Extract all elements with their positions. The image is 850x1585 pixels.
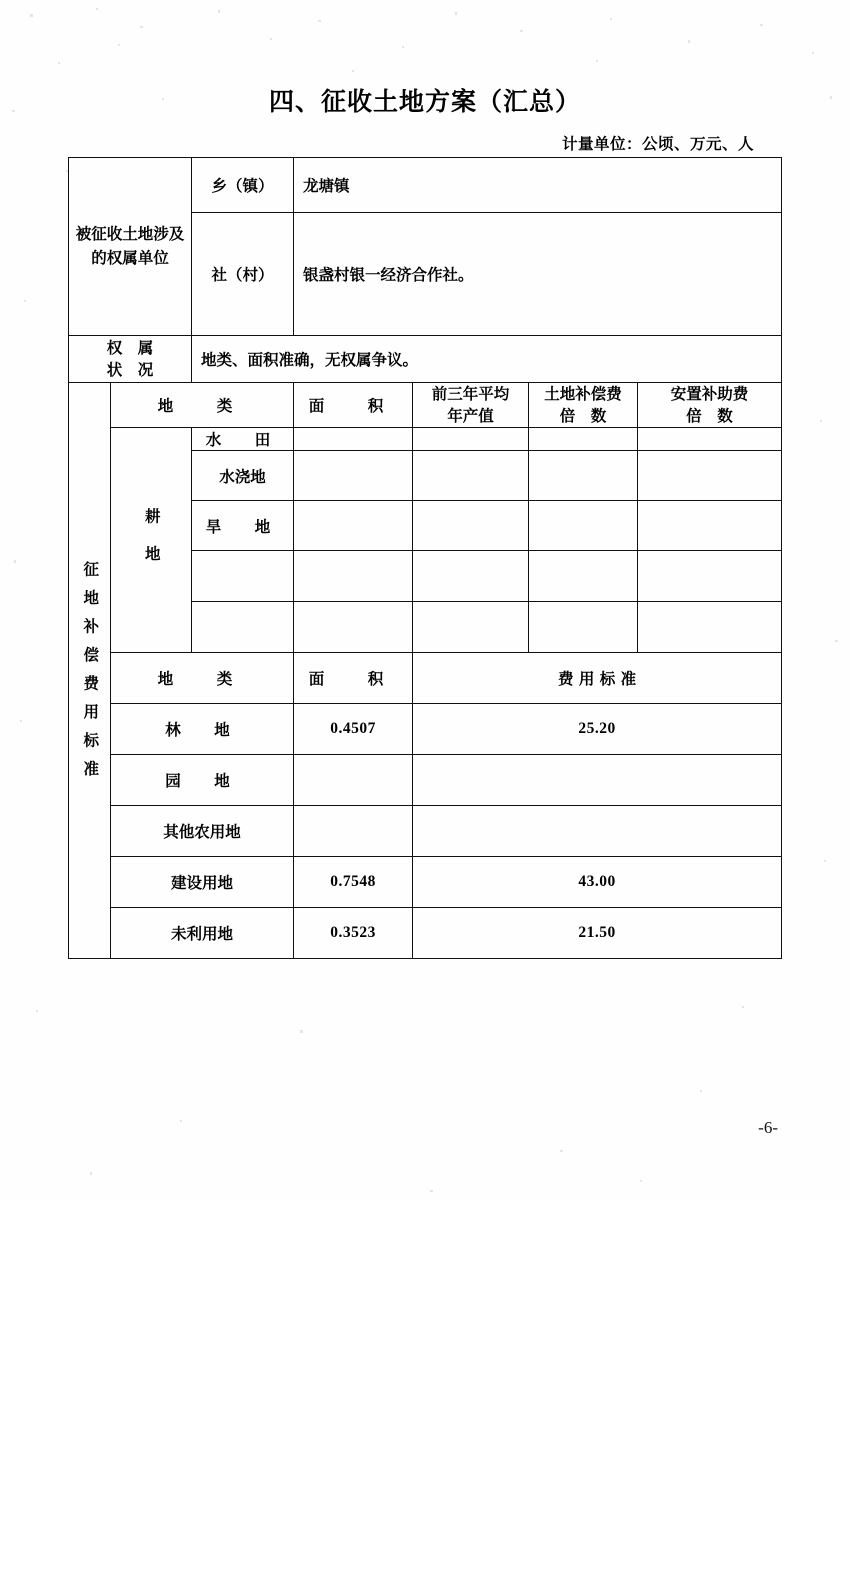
avg-yield-value bbox=[413, 501, 529, 551]
land-type-name: 其他农用地 bbox=[111, 806, 294, 857]
land-type-name: 水 田 bbox=[192, 428, 294, 451]
table-row-unused-land bbox=[69, 908, 782, 959]
compensation-vertical-label bbox=[69, 383, 111, 959]
ownership-status-value: 地类、面积准确，无权属争议。 bbox=[192, 336, 782, 383]
land-area-value bbox=[294, 602, 413, 653]
page-title: 四、征收土地方案（汇总） bbox=[268, 87, 581, 116]
header-resettlement-multiple bbox=[638, 383, 782, 428]
land-type-name: 园 地 bbox=[111, 755, 294, 806]
table-row-township bbox=[69, 158, 782, 213]
land-type-name: 未利用地 bbox=[111, 908, 294, 959]
table-row-ownership-status bbox=[69, 336, 782, 383]
header-land-comp-line2: 倍 数 bbox=[559, 407, 607, 425]
fee-standard-value bbox=[413, 755, 782, 806]
header-resettle-line1: 安置补助费 bbox=[670, 385, 749, 403]
header-resettle-line2: 倍 数 bbox=[686, 407, 733, 425]
avg-yield-value bbox=[413, 602, 529, 653]
village-value-cell: 银盏村银一经济合作社。 bbox=[294, 213, 782, 336]
avg-yield-value bbox=[413, 428, 529, 451]
land-type-name: 旱 地 bbox=[192, 501, 294, 551]
header-avg-yield-line1: 前三年平均 bbox=[431, 385, 510, 403]
fee-standard-value bbox=[413, 806, 782, 857]
land-comp-value bbox=[529, 451, 638, 501]
header-avg-yield bbox=[413, 383, 529, 428]
avg-yield-value bbox=[413, 451, 529, 501]
fee-standard-value: 25.20 bbox=[413, 704, 782, 755]
cultivated-land-label-text: 耕地 bbox=[142, 507, 161, 583]
table-row-secondary-header bbox=[69, 653, 782, 704]
ownership-status-label-line2: 状 况 bbox=[106, 361, 154, 379]
land-area-value bbox=[294, 806, 413, 857]
land-area-value: 0.3523 bbox=[294, 908, 413, 959]
ownership-section-label: 被征收土地涉及的权属单位 bbox=[69, 158, 192, 336]
land-area-value: 0.4507 bbox=[294, 704, 413, 755]
land-area-value bbox=[294, 451, 413, 501]
table-row-forest-land bbox=[69, 704, 782, 755]
header-fee-standard: 费 用 标 准 bbox=[413, 653, 782, 704]
header-land-type-secondary: 地 类 bbox=[111, 653, 294, 704]
land-type-name: 建设用地 bbox=[111, 857, 294, 908]
table-row-other-agricultural-land bbox=[69, 806, 782, 857]
village-key-cell: 社（村） bbox=[192, 213, 294, 336]
table-row-construction-land bbox=[69, 857, 782, 908]
header-area-secondary: 面 积 bbox=[294, 653, 413, 704]
header-land-compensation-multiple bbox=[529, 383, 638, 428]
table-row-paddy-field bbox=[69, 428, 782, 451]
land-area-value: 0.7548 bbox=[294, 857, 413, 908]
township-value-cell: 龙塘镇 bbox=[294, 158, 782, 213]
land-acquisition-table bbox=[68, 157, 782, 959]
resettle-value bbox=[638, 501, 782, 551]
land-comp-value bbox=[529, 501, 638, 551]
cultivated-land-label bbox=[111, 428, 192, 653]
table-row-compensation-header bbox=[69, 383, 782, 428]
land-area-value bbox=[294, 551, 413, 602]
land-area-value bbox=[294, 755, 413, 806]
land-comp-value bbox=[529, 602, 638, 653]
land-comp-value bbox=[529, 551, 638, 602]
land-type-name bbox=[192, 551, 294, 602]
land-type-name bbox=[192, 602, 294, 653]
ownership-status-label-line1: 权 属 bbox=[106, 339, 154, 357]
fee-standard-value: 21.50 bbox=[413, 908, 782, 959]
unit-note: 计量单位：公顷、万元、人 bbox=[561, 135, 754, 153]
land-area-value bbox=[294, 501, 413, 551]
fee-standard-value: 43.00 bbox=[413, 857, 782, 908]
compensation-vertical-label-text: 征地补偿费用标准 bbox=[81, 560, 100, 789]
header-area: 面 积 bbox=[294, 383, 413, 428]
table-row-garden-land bbox=[69, 755, 782, 806]
header-avg-yield-line2: 年产值 bbox=[447, 407, 494, 425]
header-land-comp-line1: 土地补偿费 bbox=[544, 385, 622, 403]
page-number: -6- bbox=[758, 1118, 778, 1137]
avg-yield-value bbox=[413, 551, 529, 602]
resettle-value bbox=[638, 551, 782, 602]
land-type-name: 水浇地 bbox=[192, 451, 294, 501]
land-area-value bbox=[294, 428, 413, 451]
resettle-value bbox=[638, 451, 782, 501]
resettle-value bbox=[638, 428, 782, 451]
header-land-type: 地 类 bbox=[111, 383, 294, 428]
ownership-status-label bbox=[69, 336, 192, 383]
resettle-value bbox=[638, 602, 782, 653]
land-type-name: 林 地 bbox=[111, 704, 294, 755]
land-comp-value bbox=[529, 428, 638, 451]
township-key-cell: 乡（镇） bbox=[192, 158, 294, 213]
